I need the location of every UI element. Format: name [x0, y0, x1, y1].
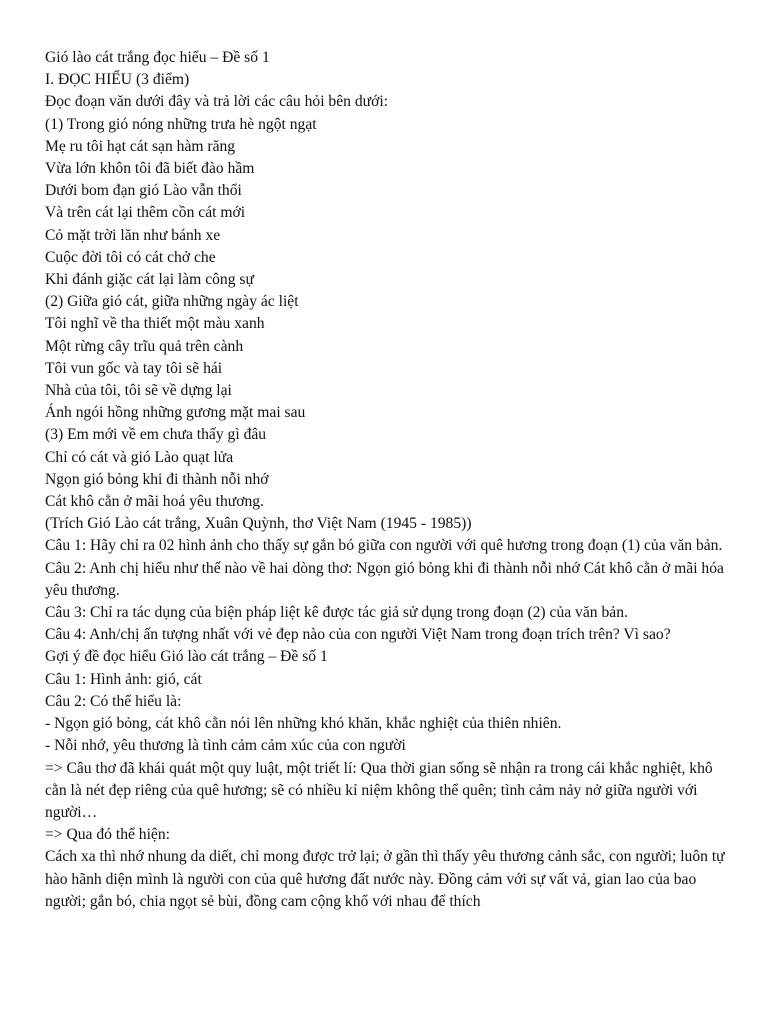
poem-line: Mẹ ru tôi hạt cát sạn hàm răng — [45, 137, 236, 155]
answer-paragraph: Cách xa thì nhớ nhung da diết, chỉ mong được trở lại; ở gần thì thấy yêu thương cảnh sắc, con người; luôn tự hào hãnh diện mình là người con của quê hương đất nước này. Đồng cảm với sự vất vả, gian lao của bao người; gắn bó, chia ngọt sẻ bùi, đồng cam cộng khổ với nhau để thích — [45, 848, 725, 910]
poem-line: Ánh ngói hồng những gương mặt mai sau — [45, 404, 306, 422]
poem-line: Tôi nghĩ về tha thiết một màu xanh — [45, 315, 265, 333]
poem-line: (2) Giữa gió cát, giữa những ngày ác liệt — [45, 293, 299, 311]
section-heading: I. ĐỌC HIỂU (3 điểm) — [45, 71, 190, 89]
poem-line: (3) Em mới về em chưa thấy gì đâu — [45, 426, 267, 444]
answer-2: Câu 2: Có thể hiểu là: — [45, 692, 182, 710]
poem-line: Tôi vun gốc và tay tôi sẽ hái — [45, 359, 223, 377]
document-title: Gió lào cát trắng đọc hiểu – Đề số 1 — [45, 49, 270, 66]
question-1: Câu 1: Hãy chỉ ra 02 hình ảnh cho thấy sự gắn bó giữa con người với quê hương trong đoạn (1) của văn bản. — [45, 537, 723, 555]
poem-line: Khi đánh giặc cát lại làm công sự — [45, 271, 254, 289]
question-2: Câu 2: Anh chị hiểu như thế nào về hai dòng thơ: Ngọn gió bỏng khi đi thành nỗi nhớ Cát khô cằn ở mãi hóa yêu thương. — [45, 559, 724, 599]
poem-line: Và trên cát lại thêm cồn cát mới — [45, 204, 246, 222]
poem-line: Cát khô cằn ở mãi hoá yêu thương. — [45, 493, 264, 511]
answer-paragraph: => Qua đó thể hiện: — [45, 826, 170, 844]
poem-line: Một rừng cây trĩu quả trên cành — [45, 337, 244, 355]
source-citation: (Trích Gió Lào cát trắng, Xuân Quỳnh, thơ Việt Nam (1945 - 1985)) — [45, 515, 472, 533]
poem-line: Vừa lớn khôn tôi đã biết đào hầm — [45, 160, 255, 178]
answer-paragraph: => Câu thơ đã khái quát một quy luật, một triết lí: Qua thời gian sống sẽ nhận ra trong cái khắc nghiệt, khô cằn là nét đẹp riêng của quê hương; sẽ có nhiều kỉ niệm không thể quên; tình cảm nảy nở giữa người với người… — [45, 759, 713, 821]
answer-heading: Gợi ý đề đọc hiểu Gió lào cát trắng – Đề số 1 — [45, 648, 328, 666]
poem-line: (1) Trong gió nóng những trưa hè ngột ngạt — [45, 115, 317, 133]
poem-line: Nhà của tôi, tôi sẽ về dựng lại — [45, 382, 232, 400]
question-4: Câu 4: Anh/chị ấn tượng nhất với vẻ đẹp nào của con người Việt Nam trong đoạn trích trên? Vì sao? — [45, 626, 671, 644]
answer-bullet: - Ngọn gió bỏng, cát khô cằn nói lên những khó khăn, khắc nghiệt của thiên nhiên. — [45, 715, 562, 733]
poem-line: Ngọn gió bỏng khi đi thành nỗi nhớ — [45, 470, 269, 488]
instruction-text: Đọc đoạn văn dưới đây và trả lời các câu hỏi bên dưới: — [45, 93, 389, 111]
poem-line: Dưới bom đạn gió Lào vẫn thổi — [45, 182, 242, 200]
question-3: Câu 3: Chỉ ra tác dụng của biện pháp liệt kê được tác giả sử dụng trong đoạn (2) của văn bản. — [45, 604, 628, 622]
poem-line: Chỉ có cát và gió Lào quạt lửa — [45, 448, 234, 466]
answer-bullet: - Nỗi nhớ, yêu thương là tình cảm cảm xúc của con người — [45, 737, 406, 755]
poem-line: Cỏ mặt trời lăn như bánh xe — [45, 226, 221, 244]
answer-1: Câu 1: Hình ảnh: gió, cát — [45, 670, 202, 688]
document-page — [45, 47, 725, 913]
poem-line: Cuộc đời tôi có cát chở che — [45, 248, 216, 266]
